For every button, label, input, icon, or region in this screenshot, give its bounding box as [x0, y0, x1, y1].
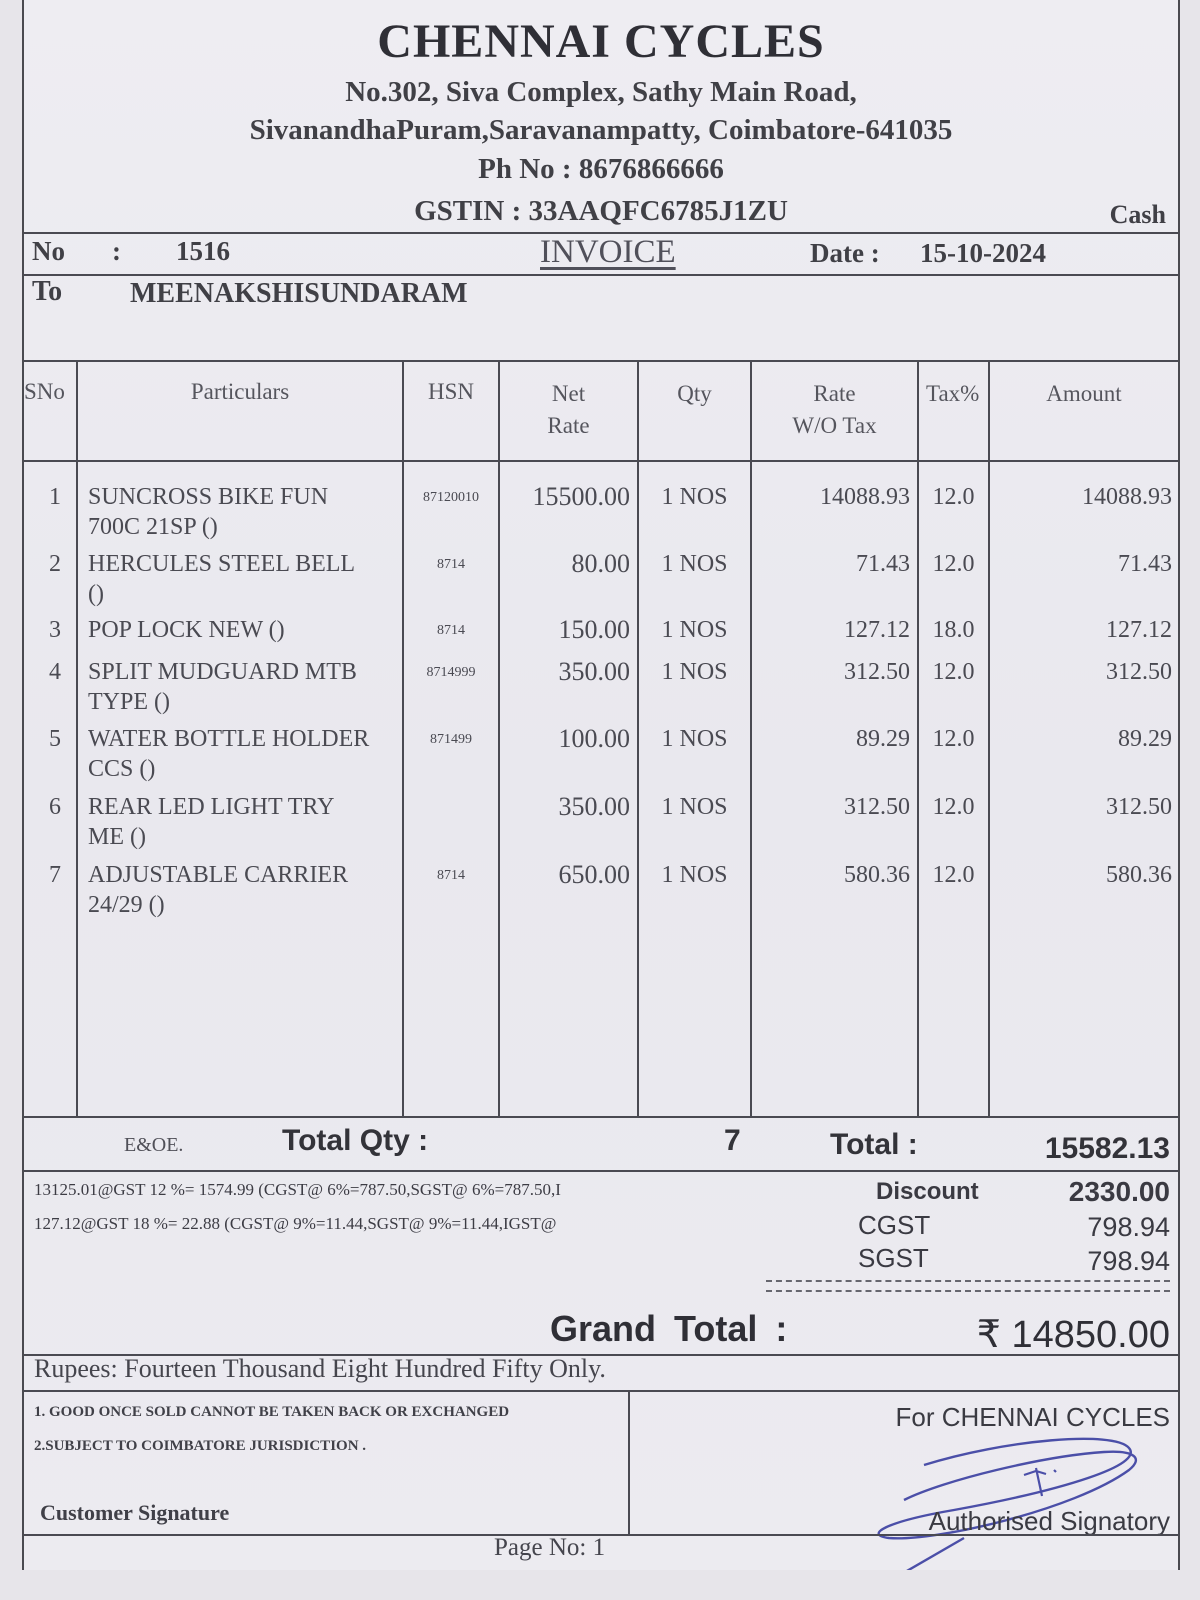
cell-tax: 12.0: [932, 794, 975, 820]
header-net-rate-line1: Net: [551, 381, 586, 406]
cell-amount: 312.50: [1106, 794, 1172, 820]
sgst-value: 798.94: [1087, 1246, 1170, 1276]
cgst-value: 798.94: [1087, 1212, 1170, 1242]
authorised-signatory-label: Authorised Signatory: [928, 1506, 1170, 1536]
gst-breakup-line: 13125.01@GST 12 %= 1574.99 (CGST@ 6%=787.50,SGST@ 6%=787.50,I: [34, 1180, 561, 1199]
shop-phone: Ph No : 8676866666: [478, 153, 724, 185]
cell-particulars-line1: POP LOCK NEW (): [88, 617, 285, 643]
header-hsn: HSN: [427, 379, 474, 404]
cell-net-rate: 350.00: [558, 657, 630, 686]
header-net-rate: [500, 378, 637, 442]
customer-name: MEENAKSHISUNDARAM: [130, 278, 468, 309]
sgst-label: SGST: [858, 1243, 929, 1273]
invoice-sheet: [22, 0, 1180, 1570]
divider: [24, 1390, 1178, 1392]
cgst-label: CGST: [858, 1210, 931, 1240]
header-tax: Tax%: [926, 381, 980, 406]
column-divider: [76, 360, 78, 1118]
cell-rate-wo-tax: 312.50: [844, 794, 910, 820]
shop-gstin: GSTIN : 33AAQFC6785J1ZU: [414, 195, 788, 227]
cell-tax: 12.0: [932, 659, 975, 685]
cell-particulars-line2: CCS (): [88, 756, 156, 782]
cell-qty: 1 NOS: [661, 862, 728, 888]
cell-sno: 2: [49, 551, 61, 577]
header-amount: Amount: [1046, 381, 1122, 406]
divider: [24, 1170, 1178, 1172]
cell-amount: 580.36: [1106, 862, 1172, 888]
header-sno: SNo: [24, 379, 65, 404]
cell-particulars-line1: SUNCROSS BIKE FUN: [88, 484, 329, 510]
cell-tax: 12.0: [932, 726, 975, 752]
cell-particulars-line2: (): [88, 581, 104, 607]
table-header-border: [24, 460, 1178, 462]
footer-divider: [628, 1390, 630, 1534]
cell-sno: 5: [49, 726, 61, 752]
invoice-no-value: 1516: [176, 236, 230, 266]
cell-amount: 89.29: [1118, 726, 1172, 752]
cell-net-rate: 15500.00: [532, 482, 630, 511]
double-dash-rule: [766, 1280, 1170, 1292]
cell-particulars-line1: SPLIT MUDGUARD MTB: [88, 659, 357, 685]
payment-mode: Cash: [1109, 200, 1166, 229]
shop-name: CHENNAI CYCLES: [377, 15, 825, 68]
cell-sno: 7: [49, 862, 61, 888]
divider: [24, 274, 1178, 276]
header-rate-wo-tax: [752, 378, 917, 442]
cell-qty: 1 NOS: [661, 659, 728, 685]
header-qty: Qty: [677, 381, 712, 406]
cell-particulars-line1: ADJUSTABLE CARRIER: [88, 862, 349, 888]
cell-hsn: 871499: [430, 732, 472, 747]
cell-particulars-line2: 700C 21SP (): [88, 514, 218, 540]
gst-breakup-line: 127.12@GST 18 %= 22.88 (CGST@ 9%=11.44,SGST@ 9%=11.44,IGST@: [34, 1214, 557, 1233]
cell-particulars-line2: ME (): [88, 824, 146, 850]
header-rate-wo-tax-line1: Rate: [813, 381, 856, 406]
cell-rate-wo-tax: 312.50: [844, 659, 910, 685]
cell-tax: 12.0: [932, 862, 975, 888]
table-bottom-border: [24, 1116, 1178, 1118]
shop-address-line1: No.302, Siva Complex, Sathy Main Road,: [345, 76, 857, 108]
cell-net-rate: 350.00: [558, 792, 630, 821]
eoe-label: E&OE.: [124, 1134, 184, 1156]
header-net-rate-line2: Rate: [547, 413, 590, 438]
cell-net-rate: 80.00: [571, 549, 630, 578]
cell-sno: 3: [49, 617, 61, 643]
cell-rate-wo-tax: 14088.93: [820, 484, 910, 510]
cell-amount: 127.12: [1106, 617, 1172, 643]
cell-net-rate: 650.00: [558, 860, 630, 889]
cell-hsn: 8714999: [426, 665, 476, 680]
cell-amount: 312.50: [1106, 659, 1172, 685]
cell-qty: 1 NOS: [661, 484, 728, 510]
cell-rate-wo-tax: 127.12: [844, 617, 910, 643]
cell-qty: 1 NOS: [661, 551, 728, 577]
cell-particulars-line1: REAR LED LIGHT TRY: [88, 794, 335, 820]
cell-tax: 18.0: [932, 617, 975, 643]
header-rate-wo-tax-line2: W/O Tax: [792, 413, 877, 438]
header-particulars: Particulars: [190, 379, 290, 404]
grand-total-value: ₹ 14850.00: [976, 1314, 1170, 1356]
cell-tax: 12.0: [932, 484, 975, 510]
cell-hsn: 8714: [437, 623, 465, 638]
invoice-meta-row: [24, 234, 1178, 274]
cell-amount: 71.43: [1118, 551, 1172, 577]
discount-value: 2330.00: [1068, 1176, 1170, 1207]
cell-particulars-line2: TYPE (): [88, 689, 170, 715]
cell-tax: 12.0: [932, 551, 975, 577]
amount-in-words: Rupees: Fourteen Thousand Eight Hundred Fifty Only.: [34, 1354, 606, 1383]
to-label: To: [32, 276, 63, 307]
date-label: Date :: [810, 238, 880, 268]
cell-rate-wo-tax: 89.29: [856, 726, 910, 752]
cell-hsn: 8714: [437, 557, 465, 572]
cell-particulars-line2: 24/29 (): [88, 892, 165, 918]
total-value: 15582.13: [1044, 1132, 1170, 1165]
cell-hsn: 8714: [437, 868, 465, 883]
invoice-title: INVOICE: [540, 234, 676, 270]
cell-sno: 1: [49, 484, 61, 510]
term-2: 2.SUBJECT TO COIMBATORE JURISDICTION .: [34, 1438, 367, 1454]
page-number: Page No: 1: [494, 1534, 606, 1561]
cell-net-rate: 100.00: [558, 724, 630, 753]
invoice-no-label: No: [32, 236, 65, 266]
grand-total-label: Grand Total :: [550, 1308, 788, 1349]
cell-hsn: 87120010: [423, 490, 479, 505]
total-label: Total :: [830, 1128, 918, 1161]
invoice-no-colon: :: [112, 236, 121, 266]
cell-rate-wo-tax: 71.43: [856, 551, 910, 577]
cell-qty: 1 NOS: [661, 726, 728, 752]
signature-scribble-icon: [844, 1430, 1174, 1570]
discount-label: Discount: [876, 1178, 979, 1205]
table-top-border: [24, 360, 1178, 362]
cell-sno: 6: [49, 794, 61, 820]
cell-qty: 1 NOS: [661, 794, 728, 820]
cell-particulars-line1: WATER BOTTLE HOLDER: [88, 726, 370, 752]
total-qty-label: Total Qty :: [282, 1124, 429, 1157]
term-1: 1. GOOD ONCE SOLD CANNOT BE TAKEN BACK OR EXCHANGED: [34, 1404, 510, 1420]
cell-qty: 1 NOS: [661, 617, 728, 643]
cell-particulars-line1: HERCULES STEEL BELL: [88, 551, 356, 577]
cell-net-rate: 150.00: [558, 615, 630, 644]
cell-amount: 14088.93: [1082, 484, 1172, 510]
for-shop-label: For CHENNAI CYCLES: [895, 1402, 1170, 1432]
cell-rate-wo-tax: 580.36: [844, 862, 910, 888]
cell-sno: 4: [49, 659, 61, 685]
shop-address-line2: SivanandhaPuram,Saravanampatty, Coimbatore-641035: [249, 114, 953, 146]
total-qty-value: 7: [724, 1124, 741, 1157]
date-value: 15-10-2024: [920, 238, 1046, 268]
customer-signature-label: Customer Signature: [40, 1500, 230, 1525]
